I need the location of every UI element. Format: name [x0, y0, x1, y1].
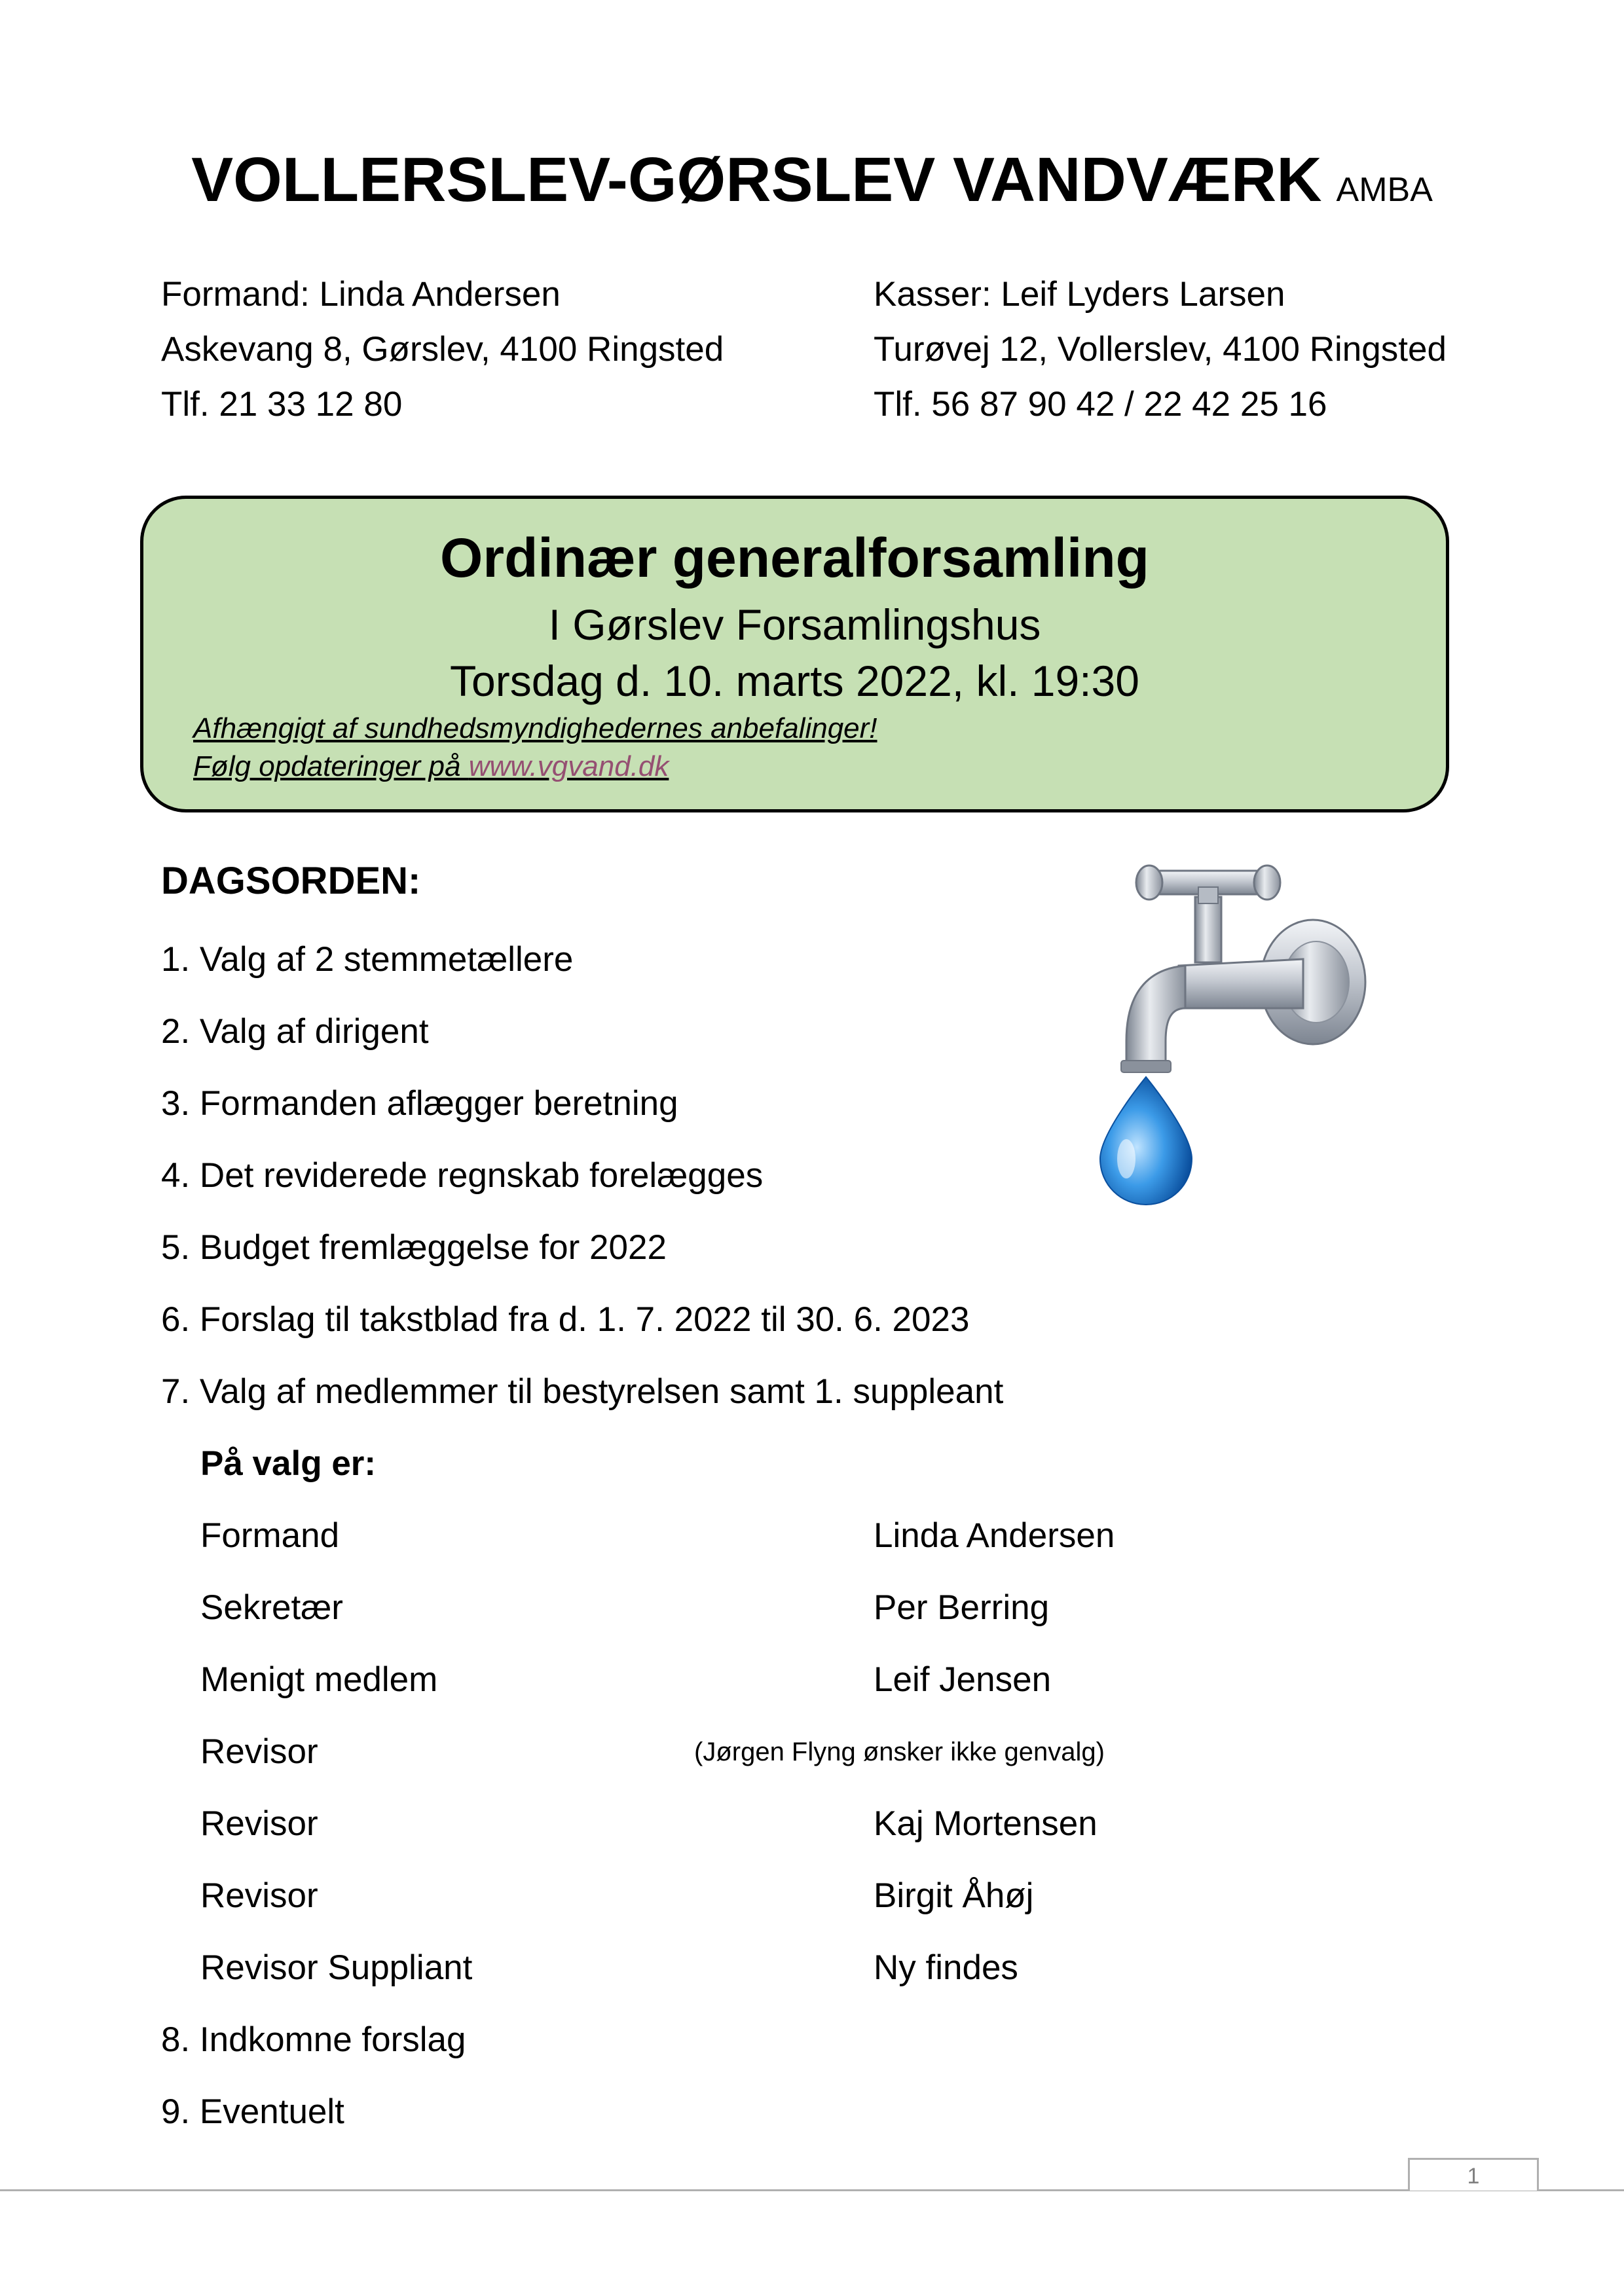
meeting-note-2 — [193, 748, 669, 786]
meeting-title: Ordinær generalforsamling — [440, 527, 1149, 589]
election-role: Revisor — [200, 1732, 318, 1771]
election-person: Per Berring — [874, 1588, 1050, 1627]
chair-address: Askevang 8, Gørslev, 4100 Ringsted — [161, 330, 724, 369]
meeting-banner — [140, 496, 1449, 812]
election-person: Kaj Mortensen — [874, 1804, 1098, 1843]
chair-name: Formand: Linda Andersen — [161, 275, 561, 314]
treasurer-phone: Tlf. 56 87 90 42 / 22 42 25 16 — [874, 385, 1327, 424]
agenda-item: 8. Indkomne forslag — [161, 2020, 466, 2059]
agenda-heading: DAGSORDEN: — [161, 860, 421, 902]
treasurer-contact — [874, 267, 1447, 432]
agenda-item: 5. Budget fremlæggelse for 2022 — [161, 1228, 667, 1267]
meeting-note-1: Afhængigt af sundhedsmyndighedernes anbefalinger! — [193, 712, 877, 744]
election-heading: På valg er: — [200, 1444, 377, 1483]
footer-rule — [0, 2189, 1624, 2191]
election-role: Sekretær — [200, 1588, 343, 1627]
election-role: Revisor — [200, 1804, 318, 1843]
chair-contact — [161, 267, 724, 432]
org-suffix: AMBA — [1336, 171, 1433, 209]
election-role: Revisor — [200, 1876, 318, 1915]
meeting-note-prefix: Følg opdateringer på — [193, 750, 469, 782]
election-person: Birgit Åhøj — [874, 1876, 1034, 1915]
election-role: Menigt medlem — [200, 1660, 438, 1699]
election-person: Leif Jensen — [874, 1660, 1052, 1699]
agenda-item: 2. Valg af dirigent — [161, 1012, 429, 1051]
page-number: 1 — [1408, 2158, 1539, 2191]
election-person: Ny findes — [874, 1948, 1018, 1987]
treasurer-address: Turøvej 12, Vollerslev, 4100 Ringsted — [874, 330, 1447, 369]
agenda-item: 1. Valg af 2 stemmetællere — [161, 940, 574, 979]
document-title — [0, 141, 1624, 229]
water-tap-icon — [1087, 851, 1375, 1218]
agenda-item: 9. Eventuelt — [161, 2092, 344, 2131]
agenda-item: 7. Valg af medlemmer til bestyrelsen samt 1. suppleant — [161, 1372, 1004, 1411]
chair-phone: Tlf. 21 33 12 80 — [161, 385, 403, 424]
org-name: VOLLERSLEV-GØRSLEV VANDVÆRK — [191, 145, 1322, 215]
meeting-datetime: Torsdag d. 10. marts 2022, kl. 19:30 — [450, 657, 1139, 705]
website-link[interactable]: www.vgvand.dk — [468, 750, 669, 782]
meeting-venue: I Gørslev Forsamlingshus — [548, 600, 1041, 649]
election-role: Formand — [200, 1516, 340, 1555]
agenda-item: 6. Forslag til takstblad fra d. 1. 7. 2022 til 30. 6. 2023 — [161, 1300, 970, 1339]
election-note: (Jørgen Flyng ønsker ikke genvalg) — [694, 1738, 1105, 1766]
agenda-item: 4. Det reviderede regnskab forelægges — [161, 1156, 764, 1195]
treasurer-name: Kasser: Leif Lyders Larsen — [874, 275, 1285, 314]
agenda-item: 3. Formanden aflægger beretning — [161, 1084, 678, 1123]
election-role: Revisor Suppliant — [200, 1948, 473, 1987]
election-person: Linda Andersen — [874, 1516, 1115, 1555]
